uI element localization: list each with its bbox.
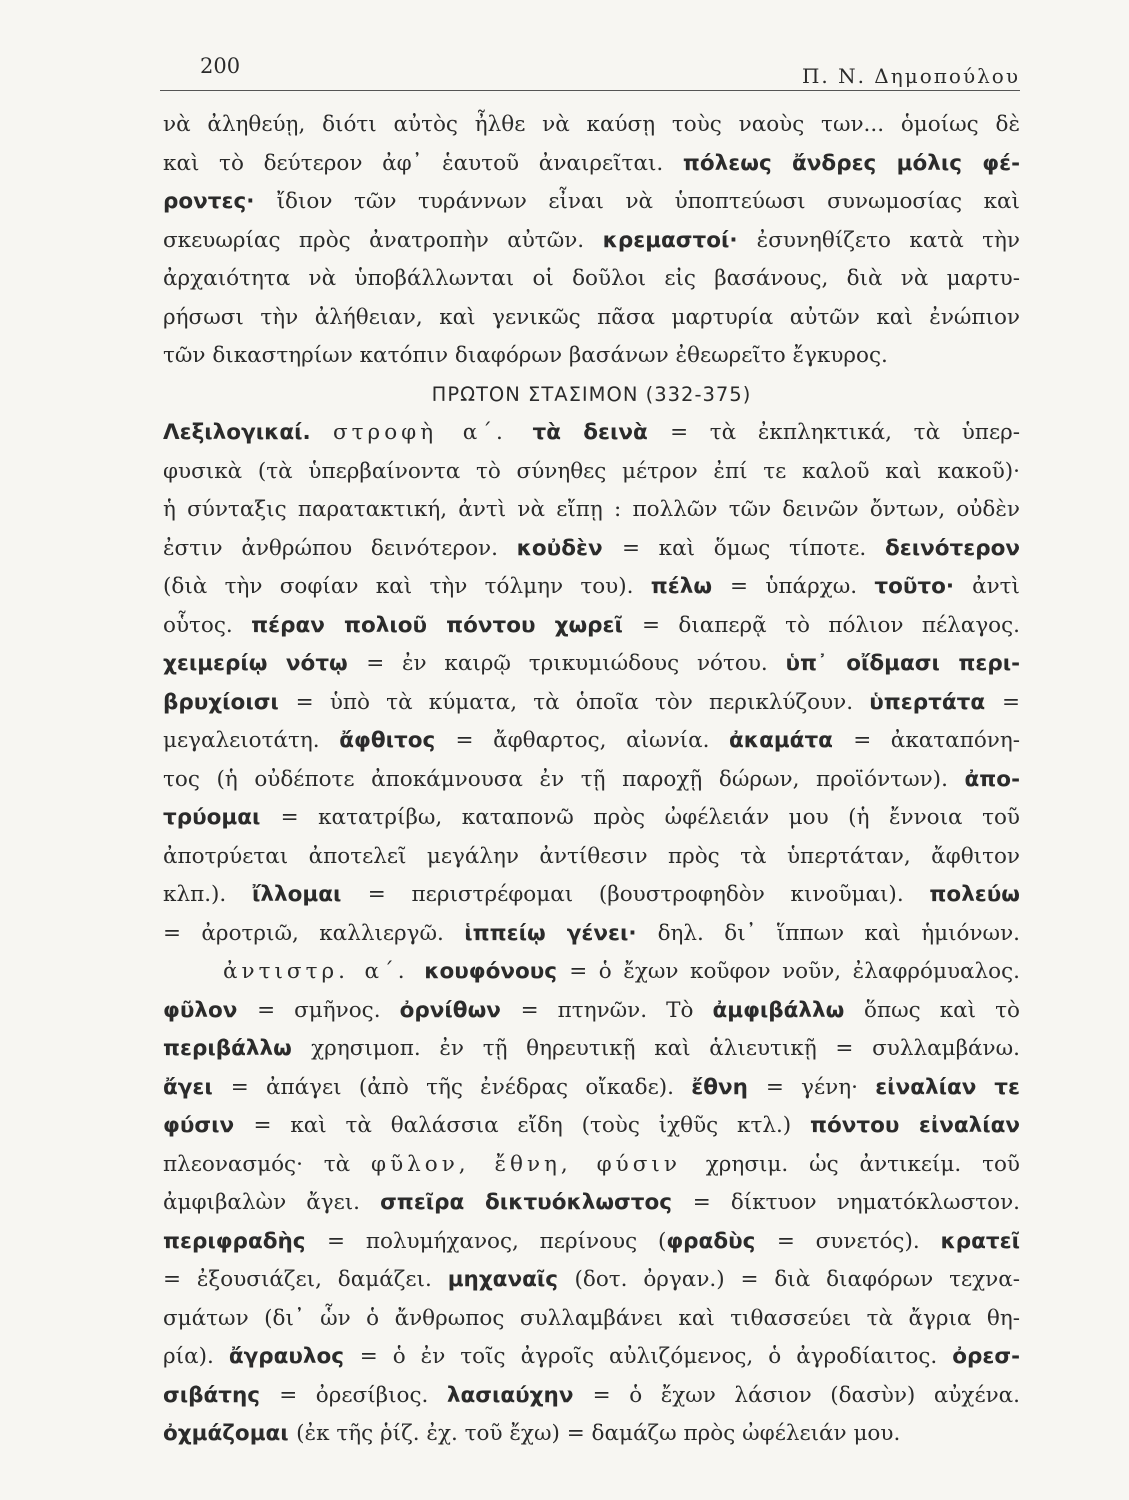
text-line: ροντες· ἴδιον τῶν τυράννων εἶναι νὰ ὑποπτεύωσι συνωμοσίας καὶ bbox=[163, 189, 1020, 214]
text-line: μεγαλειοτάτη. ἄφθιτος = ἄφθαρτος, αἰωνία. ἀκαμάτα = ἀκαταπόνη- bbox=[163, 728, 1020, 753]
section-title: ΠΡΩΤΟΝ ΣΤΑΣΙΜΟΝ (332-375) bbox=[431, 382, 752, 406]
running-title: Π. Ν. Δημοπούλου bbox=[801, 64, 1020, 88]
page-header bbox=[160, 50, 1020, 91]
text-line: (διὰ τὴν σοφίαν καὶ τὴν τόλμην του). πέλω = ὑπάρχω. τοῦτο· ἀντὶ bbox=[163, 574, 1020, 599]
text-line: καὶ τὸ δεύτερον ἀφ᾽ ἑαυτοῦ ἀναιρεῖται. πόλεως ἄνδρες μόλις φέ- bbox=[163, 150, 1020, 176]
text-line: φύσιν = καὶ τὰ θαλάσσια εἴδη (τοὺς ἰχθῦς κτλ.) πόντου εἰναλίαν bbox=[163, 1113, 1020, 1138]
text-line: ἡ σύνταξις παρατακτική, ἀντὶ νὰ εἴπῃ : πολλῶν τῶν δεινῶν ὄντων, οὐδὲν bbox=[163, 497, 1020, 522]
text-line: σκευωρίας πρὸς ἀνατροπὴν αὐτῶν. κρεμαστοί· ἐσυνηθίζετο κατὰ τὴν bbox=[163, 227, 1020, 253]
text-line: χειμερίῳ νότῳ = ἐν καιρῷ τρικυμιώδους νότου. ὑπ᾽ οἴδμασι περι- bbox=[163, 651, 1020, 676]
body-text bbox=[163, 106, 1020, 1454]
text-line: νὰ ἀληθεύῃ, διότι αὐτὸς ἦλθε νὰ καύσῃ τοὺς ναοὺς των... ὁμοίως δὲ bbox=[163, 112, 1020, 137]
text-line: φυσικὰ (τὰ ὑπερβαίνοντα τὸ σύνηθες μέτρον ἐπί τε καλοῦ καὶ κακοῦ)· bbox=[163, 458, 1020, 484]
text-line: ρήσωσι τὴν ἀλήθειαν, καὶ γενικῶς πᾶσα μαρτυρία αὐτῶν καὶ ἐνώπιον bbox=[163, 304, 1020, 330]
page-number: 200 bbox=[200, 54, 241, 78]
text-line: τρύομαι = κατατρίβω, καταπονῶ πρὸς ὠφέλειάν μου (ἡ ἔννοια τοῦ bbox=[163, 805, 1020, 830]
text-line: = ἀροτριῶ, καλλιεργῶ. ἱππείῳ γένει· δηλ. δι᾽ ἵππων καὶ ἡμιόνων. bbox=[163, 920, 1020, 946]
text-line: ἀποτρύεται ἀποτελεῖ μεγάλην ἀντίθεσιν πρὸς τὰ ὑπερτάταν, ἄφθιτον bbox=[163, 843, 1020, 869]
text-line: ἄγει = ἀπάγει (ἀπὸ τῆς ἐνέδρας οἴκαδε). ἔθνη = γένη· εἰναλίαν τε bbox=[163, 1074, 1020, 1100]
text-line: = ἐξουσιάζει, δαμάζει. μηχαναῖς (δοτ. ὀργαν.) = διὰ διαφόρων τεχνα- bbox=[163, 1267, 1020, 1292]
text-line: φῦλον = σμῆνος. ὀρνίθων = πτηνῶν. Τὸ ἀμφιβάλλω ὅπως καὶ τὸ bbox=[163, 997, 1020, 1023]
text-line: ὀχμάζομαι (ἐκ τῆς ῥίζ. ἐχ. τοῦ ἔχω) = δαμάζω πρὸς ὠφέλειάν μου. bbox=[163, 1421, 901, 1446]
text-line: Λεξιλογικαί. στροφὴ α΄. τὰ δεινὰ = τὰ ἐκπληκτικά, τὰ ὑπερ- bbox=[163, 420, 1020, 445]
text-line: τος (ἡ οὐδέποτε ἀποκάμνουσα ἐν τῇ παροχῇ δώρων, προϊόντων). ἀπο- bbox=[163, 766, 1020, 792]
text-line: βρυχίοισι = ὑπὸ τὰ κύματα, τὰ ὁποῖα τὸν περικλύζουν. ὑπερτάτα = bbox=[163, 689, 1020, 715]
text-line: ρία). ἄγραυλος = ὁ ἐν τοῖς ἀγροῖς αὐλιζόμενος, ὁ ἀγροδίαιτος. ὀρεσ- bbox=[163, 1344, 1020, 1369]
text-line: ἀντιστρ. α΄. κουφόνους = ὁ ἔχων κοῦφον νοῦν, ἐλαφρόμυαλος. bbox=[223, 959, 1020, 984]
text-line: ἀρχαιότητα νὰ ὑποβάλλωνται οἱ δοῦλοι εἰς βασάνους, διὰ νὰ μαρτυ- bbox=[163, 266, 1020, 291]
text-line: κλπ.). ἴλλομαι = περιστρέφομαι (βουστροφηδὸν κινοῦμαι). πολεύω bbox=[163, 882, 1020, 907]
text-line: ἐστιν ἀνθρώπου δεινότερον. κοὐδὲν = καὶ ὅμως τίποτε. δεινότερον bbox=[163, 535, 1020, 561]
text-line: σιβάτης = ὀρεσίβιος. λασιαύχην = ὁ ἔχων λάσιον (δασὺν) αὐχένα. bbox=[163, 1382, 1020, 1408]
text-line: πλεονασμός· τὰ φῦλον, ἔθνη, φύσιν χρησιμ. ὡς ἀντικείμ. τοῦ bbox=[163, 1151, 1020, 1177]
text-line: περιφραδὴς = πολυμήχανος, περίνους (φραδὺς = συνετός). κρατεῖ bbox=[163, 1228, 1020, 1254]
text-line: ἀμφιβαλὼν ἄγει. σπεῖρα δικτυόκλωστος = δίκτυον νηματόκλωστον. bbox=[163, 1190, 1020, 1215]
text-line: σμάτων (δι᾽ ὧν ὁ ἄνθρωπος συλλαμβάνει καὶ τιθασσεύει τὰ ἄγρια θη- bbox=[163, 1305, 1020, 1331]
text-line: οὗτος. πέραν πολιοῦ πόντου χωρεῖ = διαπερᾷ τὸ πόλιον πέλαγος. bbox=[163, 612, 1020, 638]
text-line: περιβάλλω χρησιμοπ. ἐν τῇ θηρευτικῇ καὶ ἁλιευτικῇ = συλλαμβάνω. bbox=[163, 1036, 1020, 1061]
text-line: τῶν δικαστηρίων κατόπιν διαφόρων βασάνων ἐθεωρεῖτο ἔγκυρος. bbox=[163, 343, 888, 368]
